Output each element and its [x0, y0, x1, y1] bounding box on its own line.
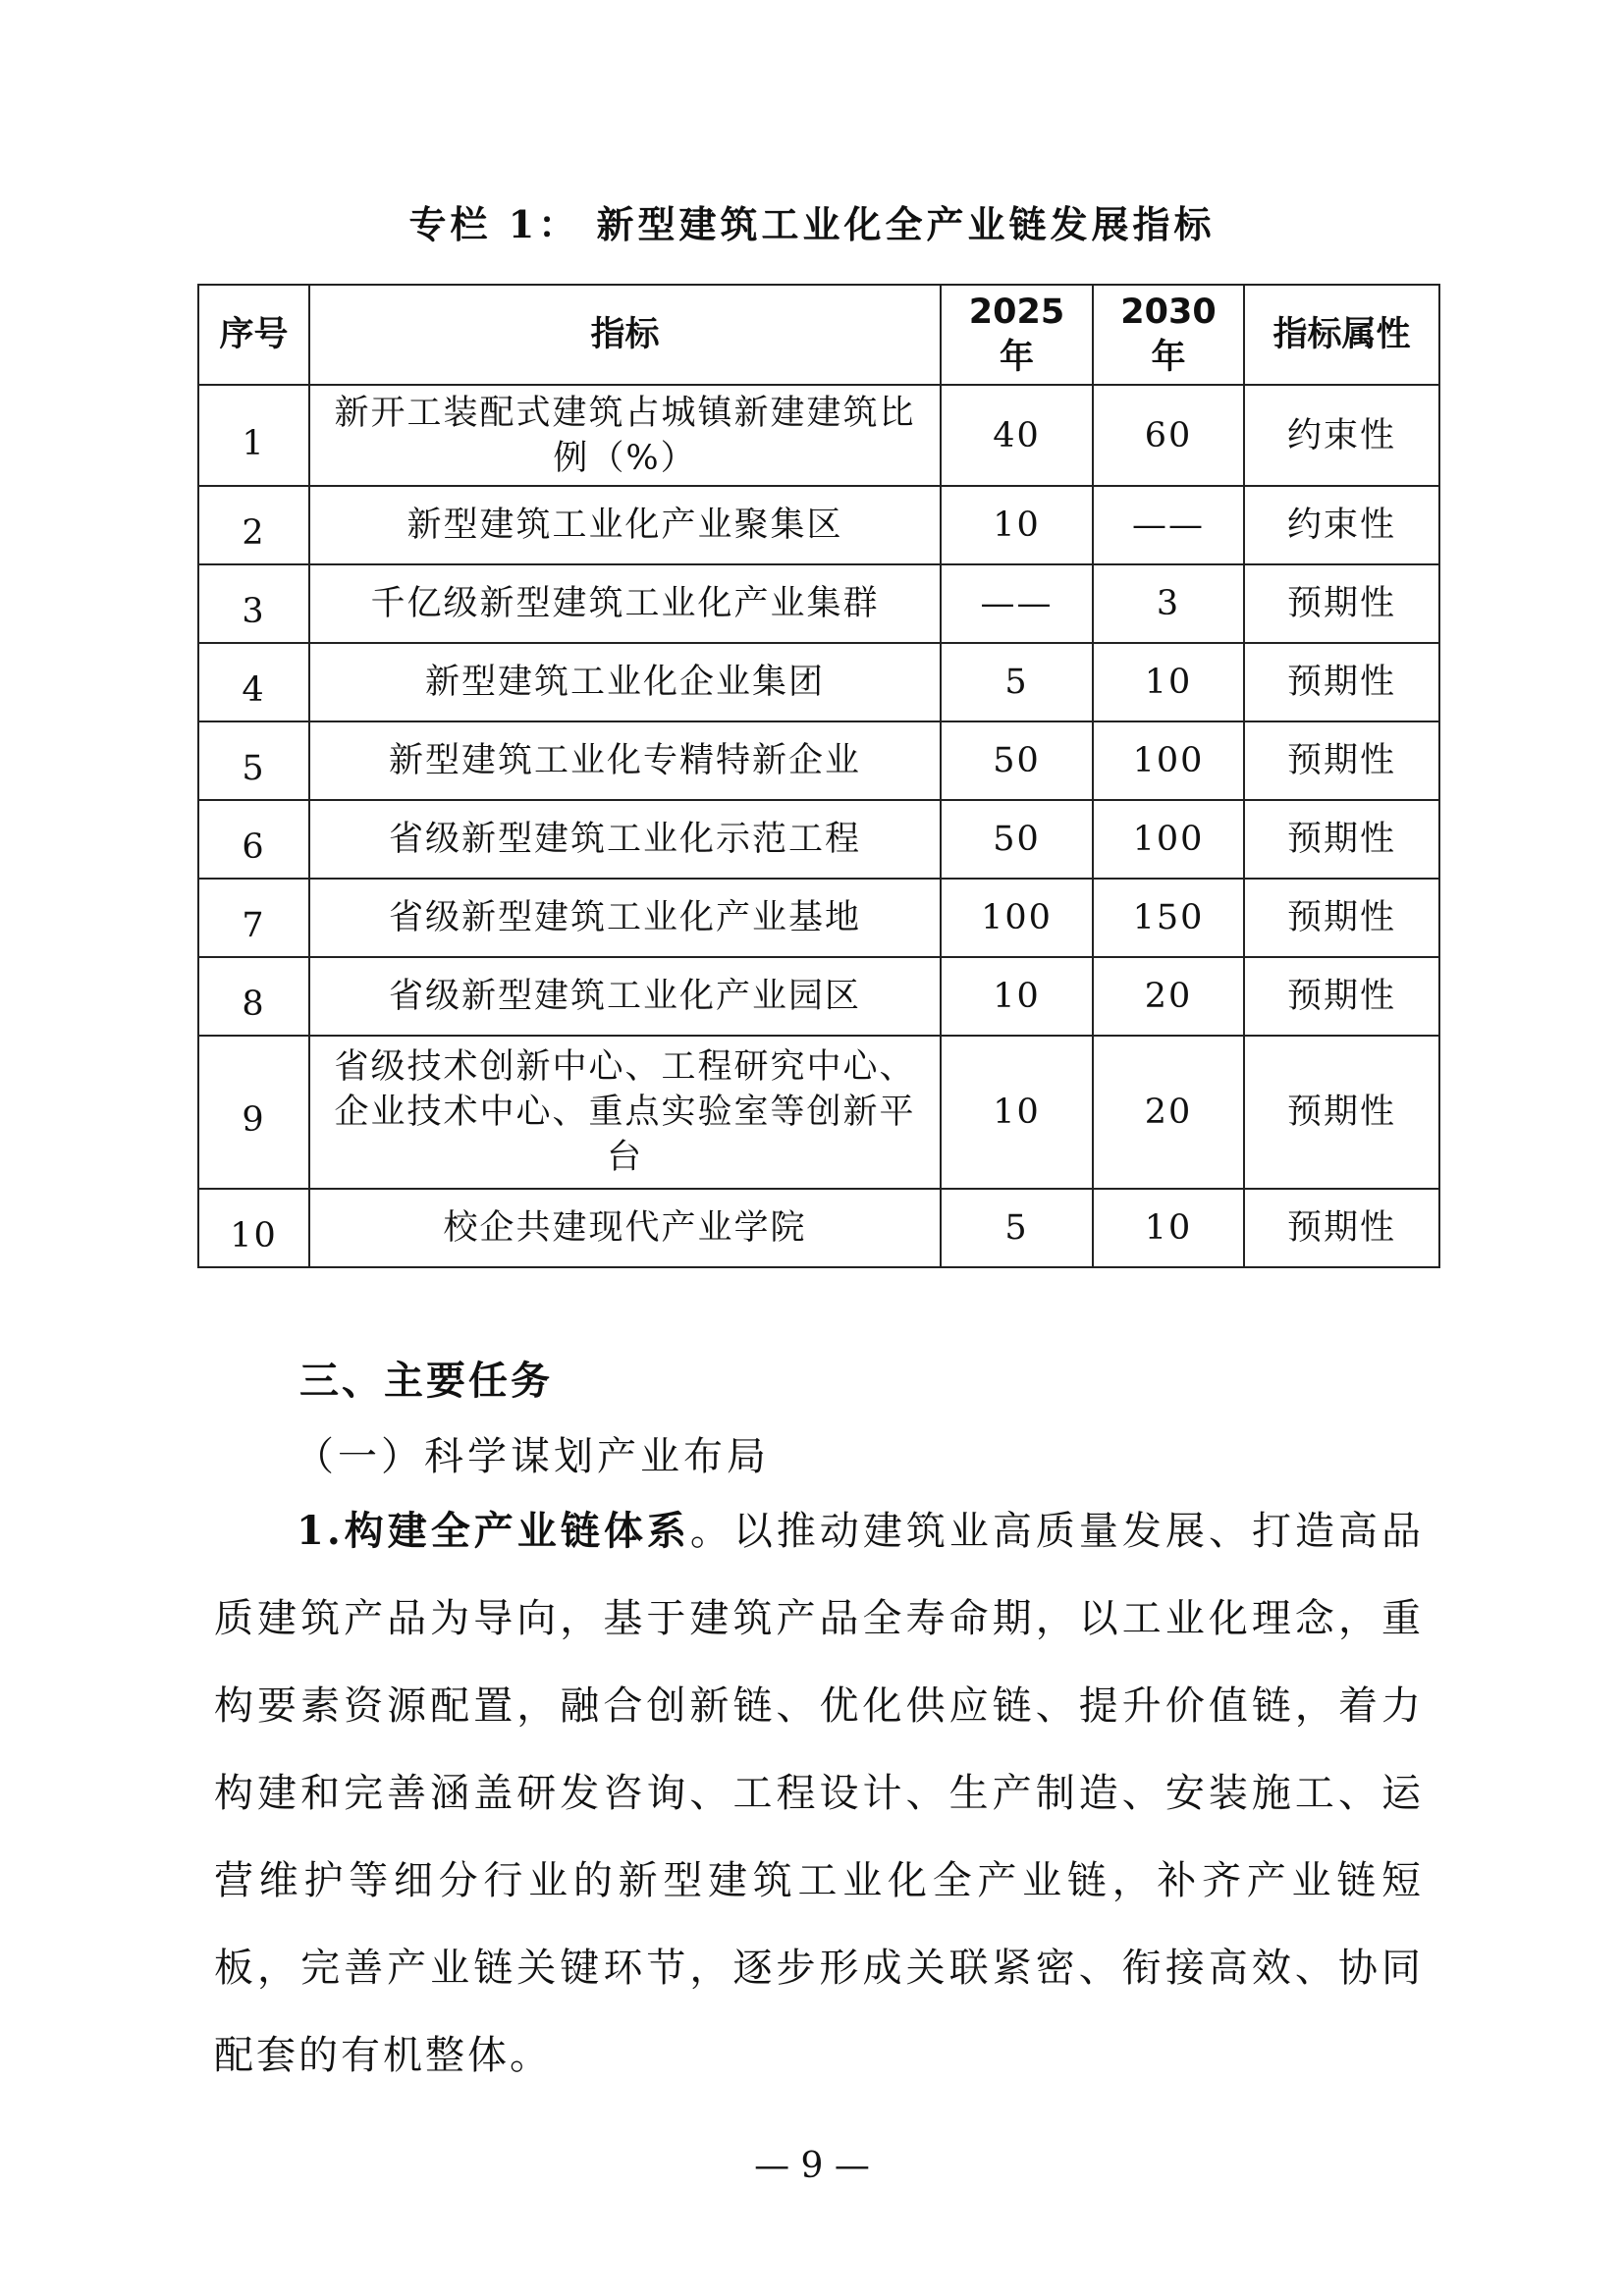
row-2030: 10 — [1093, 1189, 1244, 1267]
row-indicator: 省级新型建筑工业化示范工程 — [309, 800, 941, 879]
row-attribute: 预期性 — [1244, 643, 1439, 721]
row-2030: 10 — [1093, 643, 1244, 721]
row-no: 6 — [198, 800, 309, 879]
row-indicator: 省级技术创新中心、工程研究中心、企业技术中心、重点实验室等创新平台 — [309, 1036, 941, 1189]
row-2025: 5 — [941, 1189, 1093, 1267]
row-attribute: 预期性 — [1244, 879, 1439, 957]
header-attribute: 指标属性 — [1244, 285, 1439, 385]
row-2030: 150 — [1093, 879, 1244, 957]
row-indicator: 新型建筑工业化产业聚集区 — [309, 486, 941, 564]
row-attribute: 约束性 — [1244, 486, 1439, 564]
indicator-table — [197, 284, 1440, 1268]
table-row — [198, 486, 1439, 564]
row-attribute: 预期性 — [1244, 721, 1439, 800]
row-2025: 10 — [941, 1036, 1093, 1189]
row-indicator: 省级新型建筑工业化产业基地 — [309, 879, 941, 957]
row-no: 4 — [198, 643, 309, 721]
section-heading: 三、主要任务 — [299, 1359, 553, 1404]
row-no: 1 — [198, 385, 309, 486]
row-indicator: 省级新型建筑工业化产业园区 — [309, 957, 941, 1036]
row-2030: —— — [1093, 486, 1244, 564]
table-row — [198, 564, 1439, 643]
table-row — [198, 1036, 1439, 1189]
header-2030: 2030 年 — [1093, 285, 1244, 385]
body-paragraph — [214, 1487, 1424, 2100]
row-no: 3 — [198, 564, 309, 643]
table-row — [198, 721, 1439, 800]
paragraph-body: 。以推动建筑业高质量发展、打造高品质建筑产品为导向，基于建筑产品全寿命期，以工业化理念，重构要素资源配置，融合创新链、优化供应链、提升价值链，着力构建和完善涵盖研发咨询、工程设计、生产制造、安装施工、运营维护等细分行业的新型建筑工业化全产业链，补齐产业链短板，完善产业链关键环节，逐步形成关联紧密、衔接高效、协同配套的有机整体。 — [214, 1509, 1424, 2078]
row-2025: 10 — [941, 486, 1093, 564]
row-indicator: 校企共建现代产业学院 — [309, 1189, 941, 1267]
table-row — [198, 1189, 1439, 1267]
row-indicator: 新开工装配式建筑占城镇新建建筑比例（%） — [309, 385, 941, 486]
row-2025: 5 — [941, 643, 1093, 721]
paragraph-lead: 1.构建全产业链体系 — [297, 1508, 690, 1554]
row-2025: 50 — [941, 721, 1093, 800]
row-no: 8 — [198, 957, 309, 1036]
row-2030: 100 — [1093, 800, 1244, 879]
table-row — [198, 800, 1439, 879]
row-no: 10 — [198, 1189, 309, 1267]
row-2025: 10 — [941, 957, 1093, 1036]
row-2030: 20 — [1093, 957, 1244, 1036]
row-2025: —— — [941, 564, 1093, 643]
row-2030: 20 — [1093, 1036, 1244, 1189]
table-row — [198, 643, 1439, 721]
row-2025: 50 — [941, 800, 1093, 879]
table-caption: 专栏 1： 新型建筑工业化全产业链发展指标 — [408, 202, 1216, 246]
row-2025: 40 — [941, 385, 1093, 486]
row-2025: 100 — [941, 879, 1093, 957]
row-indicator: 新型建筑工业化企业集团 — [309, 643, 941, 721]
header-no: 序号 — [198, 285, 309, 385]
table-header-row — [198, 285, 1439, 385]
row-attribute: 预期性 — [1244, 1036, 1439, 1189]
row-indicator: 新型建筑工业化专精特新企业 — [309, 721, 941, 800]
row-attribute: 约束性 — [1244, 385, 1439, 486]
row-indicator: 千亿级新型建筑工业化产业集群 — [309, 564, 941, 643]
row-2030: 3 — [1093, 564, 1244, 643]
row-no: 9 — [198, 1036, 309, 1189]
row-no: 7 — [198, 879, 309, 957]
row-attribute: 预期性 — [1244, 1189, 1439, 1267]
subsection-heading: （一）科学谋划产业布局 — [295, 1434, 770, 1479]
row-2030: 100 — [1093, 721, 1244, 800]
table-row — [198, 385, 1439, 486]
row-attribute: 预期性 — [1244, 800, 1439, 879]
row-attribute: 预期性 — [1244, 957, 1439, 1036]
table-row — [198, 879, 1439, 957]
row-no: 5 — [198, 721, 309, 800]
table-row — [198, 957, 1439, 1036]
header-indicator: 指标 — [309, 285, 941, 385]
page-number: — 9 — — [754, 2146, 870, 2186]
row-no: 2 — [198, 486, 309, 564]
row-attribute: 预期性 — [1244, 564, 1439, 643]
header-2025: 2025 年 — [941, 285, 1093, 385]
row-2030: 60 — [1093, 385, 1244, 486]
